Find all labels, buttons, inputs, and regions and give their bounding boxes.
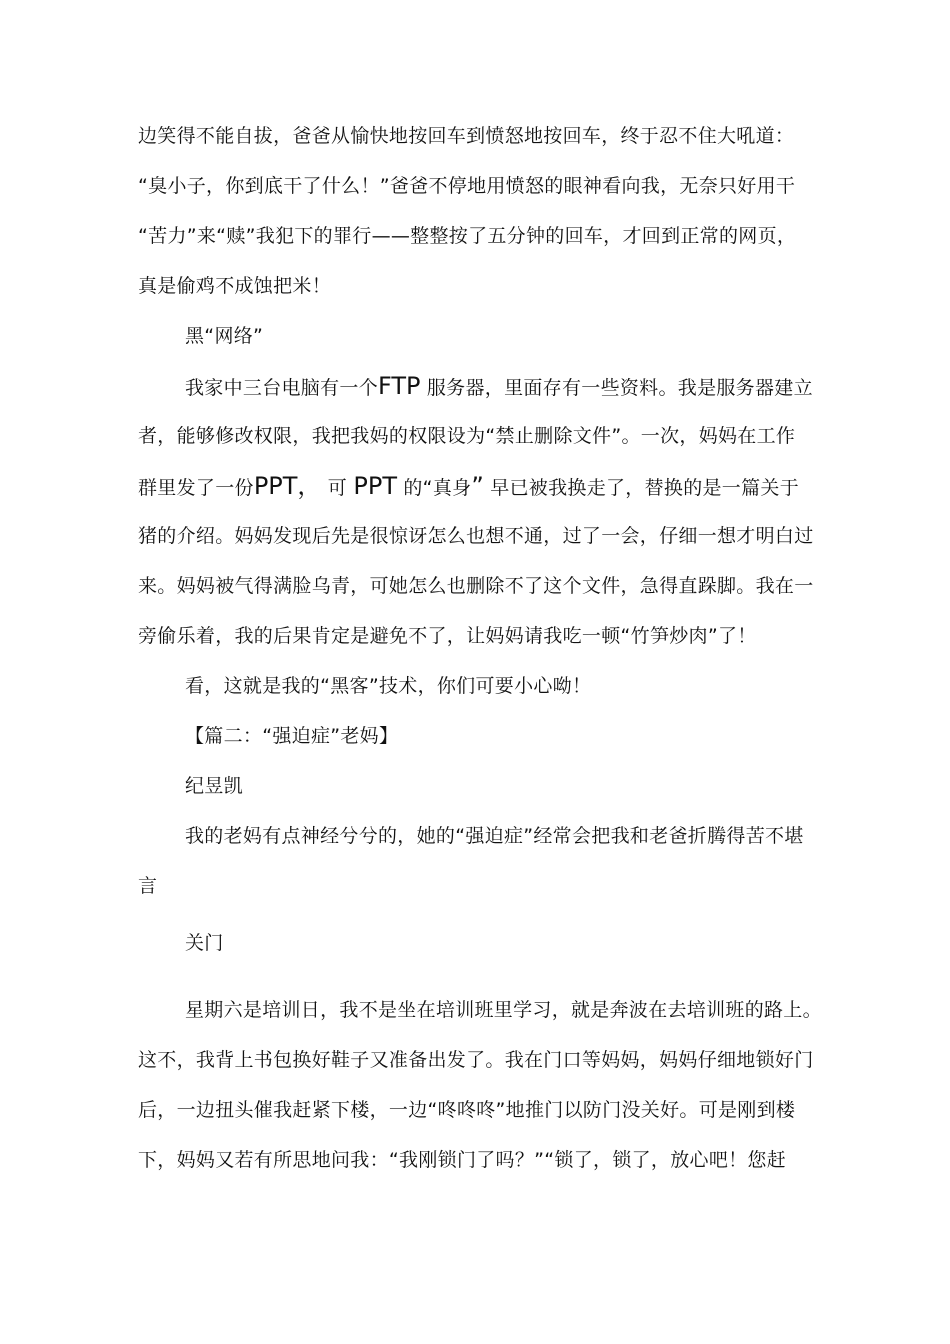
paragraph-line: 旁偷乐着，我的后果肯定是避免不了，让妈妈请我吃一顿“竹笋炒肉”了！ [138,625,757,647]
paragraph-line: 边笑得不能自拔，爸爸从愉快地按回车到愤怒地按回车，终于忍不住大吼道： [138,125,795,147]
paragraph-line [185,374,825,400]
text-segment: ” [471,472,484,500]
text-segment: 的“真身 [403,477,472,499]
paragraph-line: 这不，我背上书包换好鞋子又准备出发了。我在门口等妈妈，妈妈仔细地锁好门 [138,1049,814,1071]
paragraph-line: 下，妈妈又若有所思地问我：“我刚锁门了吗？”“锁了，锁了，放心吧！您赶 [138,1149,787,1171]
section-heading: 关门 [185,932,224,954]
text-segment: PPT [353,472,398,500]
text-segment: FTP [378,372,421,400]
paragraph-line: 猪的介绍。妈妈发现后先是很惊讶怎么也想不通，过了一会，仔细一想才明白过 [138,525,814,547]
paragraph-line: 来。妈妈被气得满脸乌青，可她怎么也删除不了这个文件，急得直跺脚。我在一 [138,575,814,597]
chapter-title: 【篇二：“强迫症”老妈】 [185,725,399,747]
paragraph-line: 者，能够修改权限，我把我妈的权限设为“禁止删除文件”。一次，妈妈在工作 [138,425,796,447]
paragraph-line: 看，这就是我的“黑客”技术，你们可要小心呦！ [185,675,592,697]
text-segment: 我家中三台电脑有一个 [185,377,379,399]
paragraph-line: “苦力”来“赎”我犯下的罪行——整整按了五分钟的回车，才回到正常的网页， [138,225,797,247]
paragraph-line: 真是偷鸡不成蚀把米！ [138,275,332,297]
text-segment: 可 [327,477,348,499]
paragraph-line: 言 [138,875,158,897]
section-heading: 黑“网络” [185,325,264,347]
paragraph-line: “臭小子，你到底干了什么！”爸爸不停地用愤怒的眼神看向我，无奈只好用干 [138,175,796,197]
paragraph-line: 星期六是培训日，我不是坐在培训班里学习，就是奔波在去培训班的路上。 [185,999,822,1021]
paragraph-line: 我的老妈有点神经兮兮的，她的“强迫症”经常会把我和老爸折腾得苦不堪 [185,825,804,847]
author-name: 纪昱凯 [185,775,243,797]
text-segment: 早已被我换走了，替换的是一篇关于 [490,477,800,499]
text-segment: PPT， [253,472,322,500]
paragraph-line: 后，一边扭头催我赶紧下楼，一边“咚咚咚”地推门以防门没关好。可是刚到楼 [138,1099,796,1121]
paragraph-line [138,474,828,500]
text-segment: 服务器，里面存有一些资料。我是服务器建立 [426,377,813,399]
text-segment: 群里发了一份 [138,477,254,499]
